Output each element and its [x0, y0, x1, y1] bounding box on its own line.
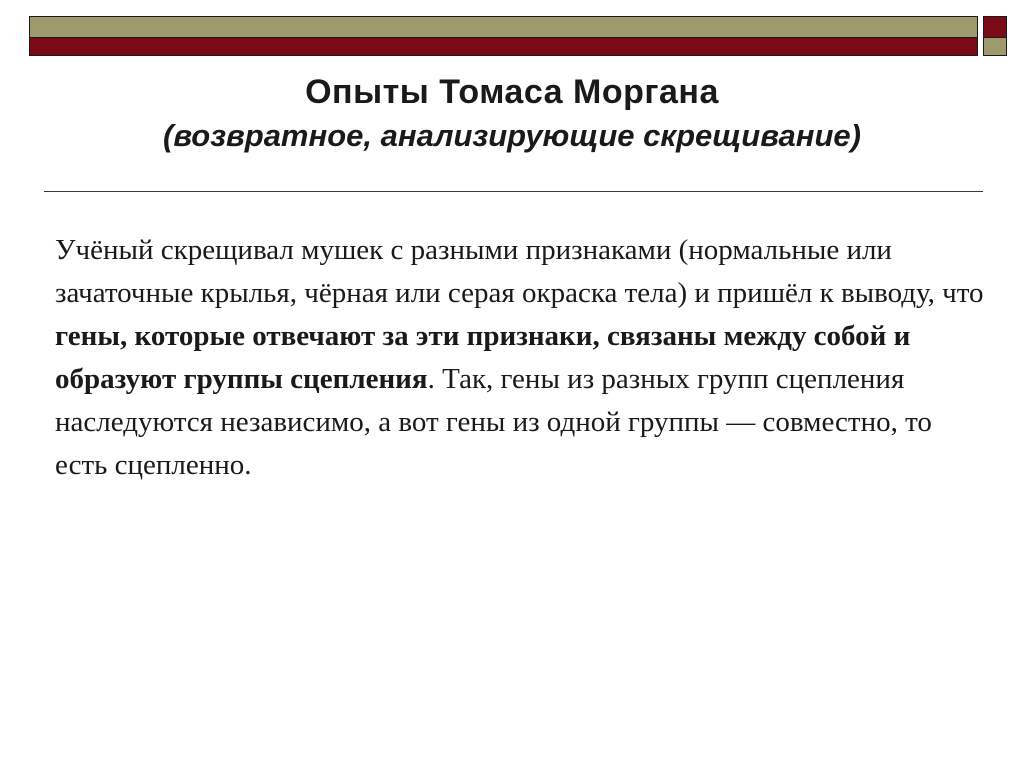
body-paragraph: [55, 229, 985, 487]
title-divider: [44, 191, 983, 192]
slide-subtitle: (возвратное, анализирующие скрещивание): [163, 118, 861, 153]
body-intro: Учёный скрещивал мушек с разными признаками (нормальные или зачаточные крылья, чёрная или серая окраска тела) и пришёл к выводу, что: [55, 234, 984, 309]
header-square-maroon: [983, 16, 1007, 38]
header-square-olive: [983, 38, 1007, 56]
header-bar-maroon: [29, 38, 978, 56]
header-bar-olive: [29, 16, 978, 38]
body-emphasis: гены, которые отвечают за эти признаки, связаны между собой и образуют группы сцепления: [55, 320, 911, 395]
slide-title: Опыты Томаса Моргана: [305, 73, 719, 111]
title-block: [40, 72, 984, 156]
body-outro: . Так, гены из разных групп сцепления наследуются независимо, а вот гены из одной группы — совместно, то есть сцепленно.: [55, 363, 932, 481]
